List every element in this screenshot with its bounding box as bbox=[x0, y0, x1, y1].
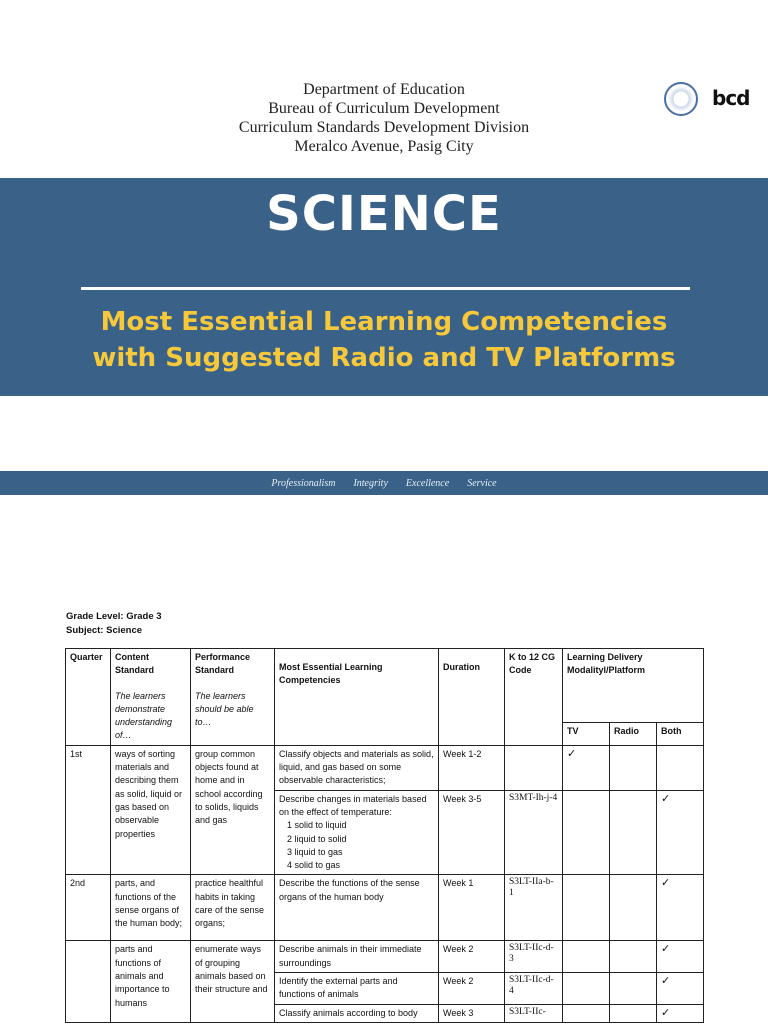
melc-table bbox=[65, 648, 704, 1023]
subject: Subject: Science bbox=[66, 625, 143, 636]
table-row bbox=[66, 875, 704, 941]
cell-both-check: ✓ bbox=[657, 875, 704, 941]
document-meta bbox=[66, 610, 162, 638]
grade-level: Grade Level: Grade 3 bbox=[66, 611, 162, 622]
cell-both-check: ✓ bbox=[657, 973, 704, 1005]
cell-cg-code: S3LT-IIc- bbox=[505, 1004, 563, 1022]
cell-cg-code bbox=[505, 745, 563, 790]
cell-tv bbox=[563, 973, 610, 1005]
header-content-standard-sub: The learners demonstrate understanding of… bbox=[115, 690, 173, 741]
header-content-standard bbox=[111, 649, 191, 746]
header-tv: TV bbox=[563, 723, 610, 746]
table-row bbox=[66, 941, 704, 973]
cell-performance-standard: enumerate ways of grouping animals based on their structure and bbox=[191, 941, 275, 1022]
core-value-excellence: Excellence bbox=[405, 477, 450, 489]
cell-melc: Describe animals in their immediate surroundings bbox=[275, 941, 439, 973]
cell-content-standard: ways of sorting materials and describing them as solid, liquid or gas based on observable properties bbox=[111, 745, 191, 875]
cell-tv-check: ✓ bbox=[563, 745, 610, 790]
cell-performance-standard: practice healthful habits in taking care of the sense organs; bbox=[191, 875, 275, 941]
bcd-logo-text: bcd bbox=[712, 86, 750, 110]
cell-quarter: 2nd bbox=[66, 875, 111, 941]
cell-melc: Classify objects and materials as solid, liquid, and gas based on some observable characteristics; bbox=[275, 745, 439, 790]
cell-radio bbox=[610, 941, 657, 973]
cell-both bbox=[657, 745, 704, 790]
header-melc: Most Essential Learning Competencies bbox=[275, 649, 439, 746]
table-row bbox=[66, 745, 704, 790]
cell-tv bbox=[563, 1004, 610, 1022]
header-cg-code: K to 12 CG Code bbox=[505, 649, 563, 746]
header-performance-standard-sub: The learners should be able to… bbox=[195, 690, 254, 728]
office-header bbox=[0, 80, 768, 156]
melc-sub-item: 4 solid to gas bbox=[287, 860, 341, 871]
header-quarter: Quarter bbox=[66, 649, 111, 746]
header-line-division: Curriculum Standards Development Division bbox=[238, 119, 530, 136]
cell-cg-code: S3LT-IIc-d-4 bbox=[505, 973, 563, 1005]
cell-radio bbox=[610, 875, 657, 941]
cell-content-standard: parts and functions of animals and importance to humans bbox=[111, 941, 191, 1022]
melc-text: Describe changes in materials based on the effect of temperature: bbox=[279, 793, 427, 817]
header-line-bureau: Bureau of Curriculum Development bbox=[268, 100, 500, 117]
banner-subtitle bbox=[0, 304, 768, 376]
header-line-address: Meralco Avenue, Pasig City bbox=[294, 138, 474, 155]
header-both: Both bbox=[657, 723, 704, 746]
header-radio: Radio bbox=[610, 723, 657, 746]
banner-divider bbox=[81, 287, 690, 290]
cell-both-check: ✓ bbox=[657, 941, 704, 973]
header-line-department: Department of Education bbox=[303, 81, 465, 98]
melc-sub-item: 2 liquid to solid bbox=[287, 833, 347, 844]
cell-both-check: ✓ bbox=[657, 1004, 704, 1022]
cell-cg-code: S3LT-IIc-d-3 bbox=[505, 941, 563, 973]
cell-duration: Week 2 bbox=[439, 941, 505, 973]
core-values-bar bbox=[0, 471, 768, 495]
deped-seal-icon bbox=[664, 82, 698, 116]
bcd-logo bbox=[712, 86, 750, 110]
cell-duration: Week 1 bbox=[439, 875, 505, 941]
header-duration: Duration bbox=[439, 649, 505, 746]
cell-melc: Classify animals according to body bbox=[275, 1004, 439, 1022]
cell-tv bbox=[563, 790, 610, 875]
header-performance-standard-label: Performance Standard bbox=[195, 652, 251, 676]
cell-duration: Week 3 bbox=[439, 1004, 505, 1022]
cell-duration: Week 2 bbox=[439, 973, 505, 1005]
header-platform: Learning Delivery Modalityl/Platform bbox=[563, 649, 704, 723]
cell-quarter bbox=[66, 941, 111, 1022]
cell-tv bbox=[563, 941, 610, 973]
core-value-integrity: Integrity bbox=[353, 477, 388, 489]
melc-sub-item: 1 solid to liquid bbox=[287, 820, 347, 831]
cell-melc: Identify the external parts and functions of animals bbox=[275, 973, 439, 1005]
header-content-standard-label: Content Standard bbox=[115, 652, 155, 676]
core-value-service: Service bbox=[467, 477, 497, 489]
cell-melc bbox=[275, 790, 439, 875]
banner-title: SCIENCE bbox=[266, 186, 502, 242]
cell-melc: Describe the functions of the sense organs of the human body bbox=[275, 875, 439, 941]
cell-performance-standard: group common objects found at home and in school according to solids, liquids and gas bbox=[191, 745, 275, 875]
cell-content-standard: parts, and functions of the sense organs of the human body; bbox=[111, 875, 191, 941]
cell-radio bbox=[610, 1004, 657, 1022]
banner-subtitle-line1: Most Essential Learning Competencies bbox=[100, 307, 668, 337]
cell-radio bbox=[610, 745, 657, 790]
core-value-professionalism: Professionalism bbox=[271, 477, 336, 489]
cell-quarter: 1st bbox=[66, 745, 111, 875]
cell-tv bbox=[563, 875, 610, 941]
cell-cg-code: S3LT-IIa-b-1 bbox=[505, 875, 563, 941]
header-performance-standard bbox=[191, 649, 275, 746]
melc-sub-item: 3 liquid to gas bbox=[287, 846, 343, 857]
cell-radio bbox=[610, 790, 657, 875]
cell-cg-code: S3MT-Ih-j-4 bbox=[505, 790, 563, 875]
cell-duration: Week 3-5 bbox=[439, 790, 505, 875]
cell-duration: Week 1-2 bbox=[439, 745, 505, 790]
banner-subtitle-line2: with Suggested Radio and TV Platforms bbox=[92, 343, 676, 373]
cell-both-check: ✓ bbox=[657, 790, 704, 875]
cell-radio bbox=[610, 973, 657, 1005]
